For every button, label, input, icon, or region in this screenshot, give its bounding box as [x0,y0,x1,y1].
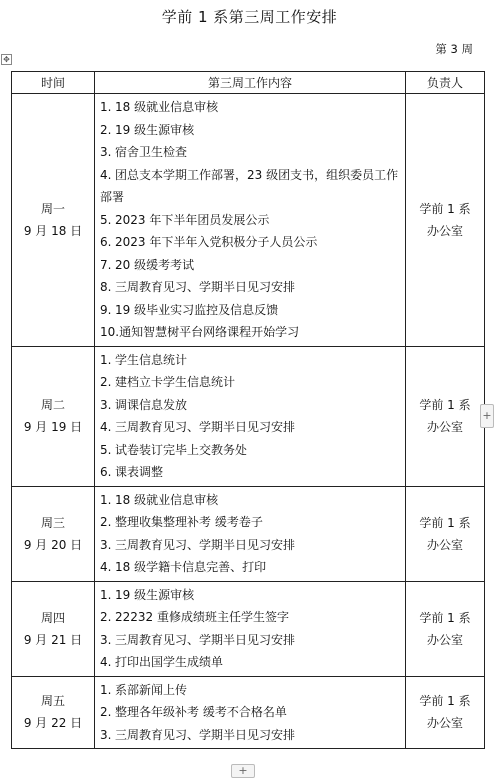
tasks-cell [95,346,406,486]
task-item: 2. 22232 重修成绩班主任学生签字 [100,610,289,624]
task-item: 4. 三周教育见习、学期半日见习安排 [100,420,296,434]
schedule-table [11,71,485,749]
task-item: 4. 团总支本学期工作部署，23 级团支书，组织委员工作部署 [100,167,399,204]
task-item: 5. 试卷装订完毕上交教务处 [100,442,248,457]
task-text: 20 级缓考考试 [115,257,195,272]
task-text: 系部新闻上传 [115,682,188,697]
task-text: 三周教育见习、学期半日见习安排 [115,420,296,434]
add-row-icon[interactable]: + [231,764,255,778]
task-item: 1. 19 级生源审核 [100,587,195,602]
task-text: 课表调整 [115,465,164,479]
table-row [12,581,485,676]
task-list [100,96,399,344]
task-list [100,349,399,484]
owner-line-2: 办公室 [426,716,463,731]
task-text: 三周教育见习、学期半日见习安排 [115,280,296,294]
task-item: 2. 整理各年级补考 缓考不合格名单 [100,705,287,719]
table-row [12,676,485,749]
day-date: 9 月 20 日 [23,537,83,552]
table-row [12,346,485,486]
day-cell [12,676,95,749]
table-move-handle-icon[interactable]: ✥ [1,54,12,65]
tasks-cell [95,581,406,676]
task-text: 2023 年下半年团员发展公示 [115,212,270,227]
task-item: 3. 宿舍卫生检查 [100,145,188,159]
task-item: 1. 系部新闻上传 [100,682,188,697]
task-text: 通知智慧树平台网络课程开始学习 [119,325,300,339]
task-item: 10.通知智慧树平台网络课程开始学习 [100,325,300,339]
task-item: 3. 三周教育见习、学期半日见习安排 [100,727,296,742]
task-list [100,584,399,674]
task-item: 4. 18 级学籍卡信息完善、打印 [100,560,267,574]
task-list [100,679,399,747]
table-row [12,486,485,581]
task-text: 团总支本学期工作部署，23 级团支书，组织委员工作部署 [100,167,399,204]
add-column-icon[interactable]: + [480,404,494,428]
owner-line-2: 办公室 [426,420,463,434]
task-text: 22232 重修成绩班主任学生签字 [115,610,289,624]
task-item: 2. 建档立卡学生信息统计 [100,375,236,389]
task-item: 6. 2023 年下半年入党积极分子人员公示 [100,235,318,249]
task-item: 9. 19 级毕业实习监控及信息反馈 [100,302,279,317]
tasks-cell [95,676,406,749]
header-content: 第三周工作内容 [95,72,406,94]
owner-line-1: 学前 1 系 [419,201,471,216]
day-date: 9 月 19 日 [23,420,83,434]
day-cell [12,486,95,581]
task-text: 2023 年下半年入党积极分子人员公示 [115,235,318,249]
task-text: 打印出国学生成绩单 [115,655,224,669]
task-item: 1. 18 级就业信息审核 [100,492,219,507]
day-cell [12,94,95,347]
owner-line-1: 学前 1 系 [419,694,471,709]
task-text: 19 级生源审核 [115,587,195,602]
header-owner: 负责人 [406,72,485,94]
header-time: 时间 [12,72,95,94]
tasks-cell [95,94,406,347]
task-text: 宿舍卫生检查 [115,145,188,159]
task-item: 7. 20 级缓考考试 [100,257,195,272]
task-text: 三周教育见习、学期半日见习安排 [115,632,296,647]
task-text: 整理收集整理补考 缓考卷子 [115,515,263,529]
task-item: 3. 三周教育见习、学期半日见习安排 [100,537,296,552]
task-text: 19 级生源审核 [115,122,195,137]
task-item: 5. 2023 年下半年团员发展公示 [100,212,270,227]
task-item: 2. 19 级生源审核 [100,122,195,137]
day-date: 9 月 18 日 [23,223,83,238]
header-row [12,72,485,94]
task-text: 18 级学籍卡信息完善、打印 [115,560,267,574]
day-cell [12,346,95,486]
task-text: 试卷装订完毕上交教务处 [115,442,248,457]
task-text: 19 级毕业实习监控及信息反馈 [115,302,279,317]
day-name: 周三 [40,515,65,530]
task-item: 4. 打印出国学生成绩单 [100,655,224,669]
table-row [12,94,485,347]
owner-line-2: 办公室 [426,537,463,552]
owner-line-2: 办公室 [426,632,463,647]
day-name: 周四 [40,610,65,625]
task-text: 调课信息发放 [115,397,188,412]
owner-cell [406,346,485,486]
day-cell [12,581,95,676]
task-item: 6. 课表调整 [100,465,164,479]
task-text: 18 级就业信息审核 [115,492,219,507]
owner-line-1: 学前 1 系 [419,610,471,625]
owner-cell [406,581,485,676]
owner-line-1: 学前 1 系 [419,515,471,530]
task-item: 8. 三周教育见习、学期半日见习安排 [100,280,296,294]
task-text: 整理各年级补考 缓考不合格名单 [115,705,287,719]
task-text: 三周教育见习、学期半日见习安排 [115,727,296,742]
owner-cell [406,94,485,347]
schedule-body [12,94,485,749]
task-item: 1. 18 级就业信息审核 [100,100,219,114]
task-text: 建档立卡学生信息统计 [115,375,236,389]
tasks-cell [95,486,406,581]
task-text: 三周教育见习、学期半日见习安排 [115,537,296,552]
day-name: 周五 [40,694,65,709]
day-date: 9 月 22 日 [23,716,83,731]
task-item: 3. 调课信息发放 [100,397,188,412]
task-text: 学生信息统计 [115,352,188,367]
task-item: 2. 整理收集整理补考 缓考卷子 [100,515,263,529]
day-name: 周二 [40,398,65,412]
task-list [100,489,399,579]
owner-line-1: 学前 1 系 [419,398,471,412]
owner-line-2: 办公室 [426,223,463,238]
owner-cell [406,486,485,581]
task-text: 18 级就业信息审核 [115,100,219,114]
owner-cell [406,676,485,749]
task-item: 3. 三周教育见习、学期半日见习安排 [100,632,296,647]
document-title: 学前 1 系第三周工作安排 [161,8,338,26]
week-label: 第 3 周 [435,42,473,56]
task-item: 1. 学生信息统计 [100,352,188,367]
day-date: 9 月 21 日 [23,632,83,647]
day-name: 周一 [40,201,65,216]
